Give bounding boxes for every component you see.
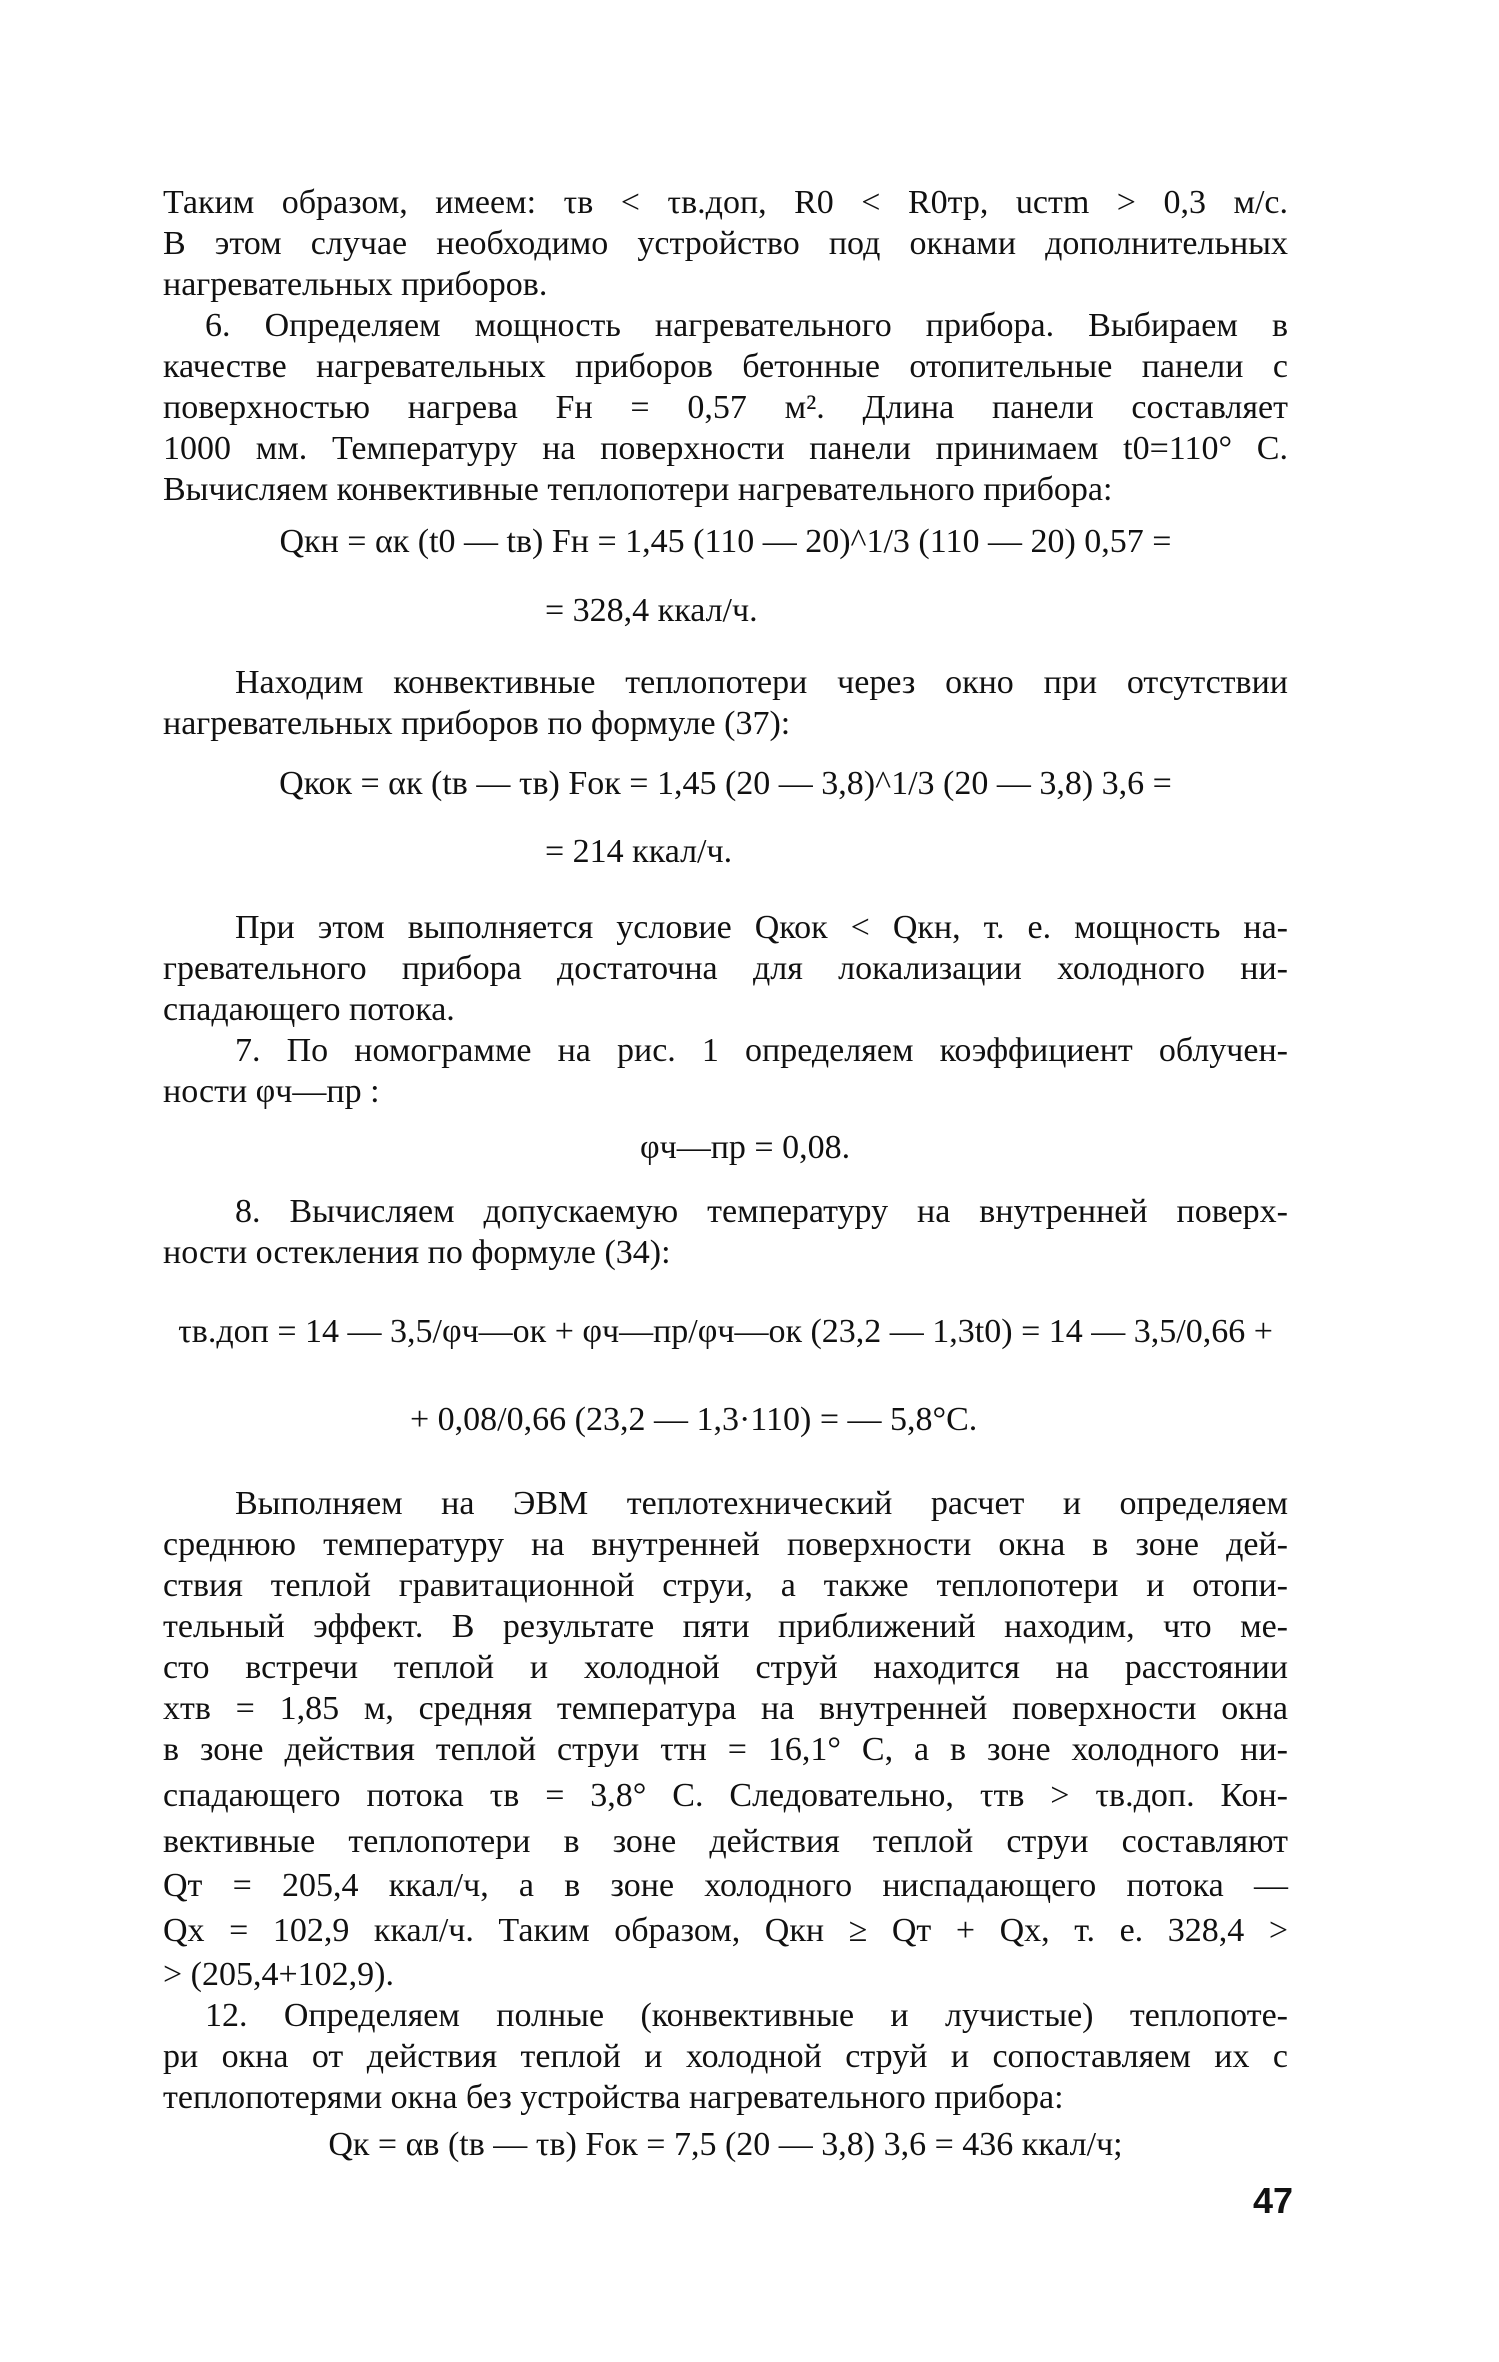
text-line: 12. Определяем полные (конвективные и лучистые) теплопоте- bbox=[205, 1997, 1288, 2034]
formula: Qк = αв (tв — τв) Fок = 7,5 (20 — 3,8) 3,6 = 436 ккал/ч; bbox=[328, 2126, 1123, 2163]
text-line: В этом случае необходимо устройство под окнами дополнительных bbox=[163, 225, 1288, 262]
text-line: нагревательных приборов. bbox=[163, 266, 548, 303]
text-line: теплопотерями окна без устройства нагревательного прибора: bbox=[163, 2079, 1064, 2116]
formula: Qкн = αк (t0 — tв) Fн = 1,45 (110 — 20)^1/3 (110 — 20) 0,57 = bbox=[279, 523, 1172, 560]
formula-result: = 214 ккал/ч. bbox=[545, 833, 733, 870]
text-line: качестве нагревательных приборов бетонные отопительные панели с bbox=[163, 348, 1288, 385]
text-line: сто встречи теплой и холодной струй находится на расстоянии bbox=[163, 1649, 1288, 1686]
text-line: ри окна от действия теплой и холодной струй и сопоставляем их с bbox=[163, 2038, 1288, 2075]
text-line: Таким образом, имеем: τв < τв.доп, R0 < R0тр, uстm > 0,3 м/с. bbox=[163, 184, 1288, 221]
text-line: ствия теплой гравитационной струи, а также теплопотери и отопи- bbox=[163, 1567, 1288, 1604]
text-line: 6. Определяем мощность нагревательного прибора. Выбираем в bbox=[205, 307, 1288, 344]
formula-result: = 328,4 ккал/ч. bbox=[545, 592, 758, 629]
text-line: Находим конвективные теплопотери через окно при отсутствии bbox=[235, 664, 1288, 701]
text-line: вективные теплопотери в зоне действия теплой струи составляют bbox=[163, 1823, 1288, 1860]
text-line: нагревательных приборов по формуле (37): bbox=[163, 705, 791, 742]
text-line: Вычисляем конвективные теплопотери нагревательного прибора: bbox=[163, 471, 1113, 508]
text-line: Qт = 205,4 ккал/ч, а в зоне холодного ниспадающего потока — bbox=[163, 1867, 1288, 1904]
formula: φч—пр = 0,08. bbox=[640, 1129, 851, 1166]
text-line: ности φч—пр : bbox=[163, 1073, 380, 1110]
text-line: Выполняем на ЭВМ теплотехнический расчет и определяем bbox=[235, 1485, 1288, 1522]
text-line: в зоне действия теплой струи τтн = 16,1° С, а в зоне холодного ни- bbox=[163, 1731, 1288, 1768]
text-line: спадающего потока. bbox=[163, 991, 455, 1028]
text-line: 7. По номограмме на рис. 1 определяем коэффициент облучен- bbox=[235, 1032, 1288, 1069]
text-line: xтв = 1,85 м, средняя температура на внутренней поверхности окна bbox=[163, 1690, 1288, 1727]
page-number: 47 bbox=[1252, 2180, 1293, 2221]
text-line: поверхностью нагрева Fн = 0,57 м². Длина панели составляет bbox=[163, 389, 1288, 426]
text-line: При этом выполняется условие Qкок < Qкн, т. е. мощность на- bbox=[235, 909, 1288, 946]
text-line: 8. Вычисляем допускаемую температуру на внутренней поверх- bbox=[235, 1193, 1288, 1230]
formula: + 0,08/0,66 (23,2 — 1,3·110) = — 5,8°C. bbox=[410, 1401, 978, 1438]
text-line: 1000 мм. Температуру на поверхности панели принимаем t0=110° С. bbox=[163, 430, 1288, 467]
text-line: > (205,4+102,9). bbox=[163, 1956, 394, 1993]
text-line: спадающего потока τв = 3,8° С. Следовательно, τтв > τв.доп. Кон- bbox=[163, 1777, 1288, 1814]
formula: Qкок = αк (tв — τв) Fок = 1,45 (20 — 3,8)^1/3 (20 — 3,8) 3,6 = bbox=[279, 765, 1172, 802]
text-line: гревательного прибора достаточна для локализации холодного ни- bbox=[163, 950, 1288, 987]
formula: τв.доп = 14 — 3,5/φч—ок + φч—пр/φч—ок (23,2 — 1,3t0) = 14 — 3,5/0,66 + bbox=[178, 1313, 1273, 1350]
text-line: Qх = 102,9 ккал/ч. Таким образом, Qкн ≥ Qт + Qх, т. е. 328,4 > bbox=[163, 1912, 1288, 1949]
text-line: тельный эффект. В результате пяти приближений находим, что ме- bbox=[163, 1608, 1288, 1645]
text-line: среднюю температуру на внутренней поверхности окна в зоне дей- bbox=[163, 1526, 1288, 1563]
text-line: ности остекления по формуле (34): bbox=[163, 1234, 671, 1271]
